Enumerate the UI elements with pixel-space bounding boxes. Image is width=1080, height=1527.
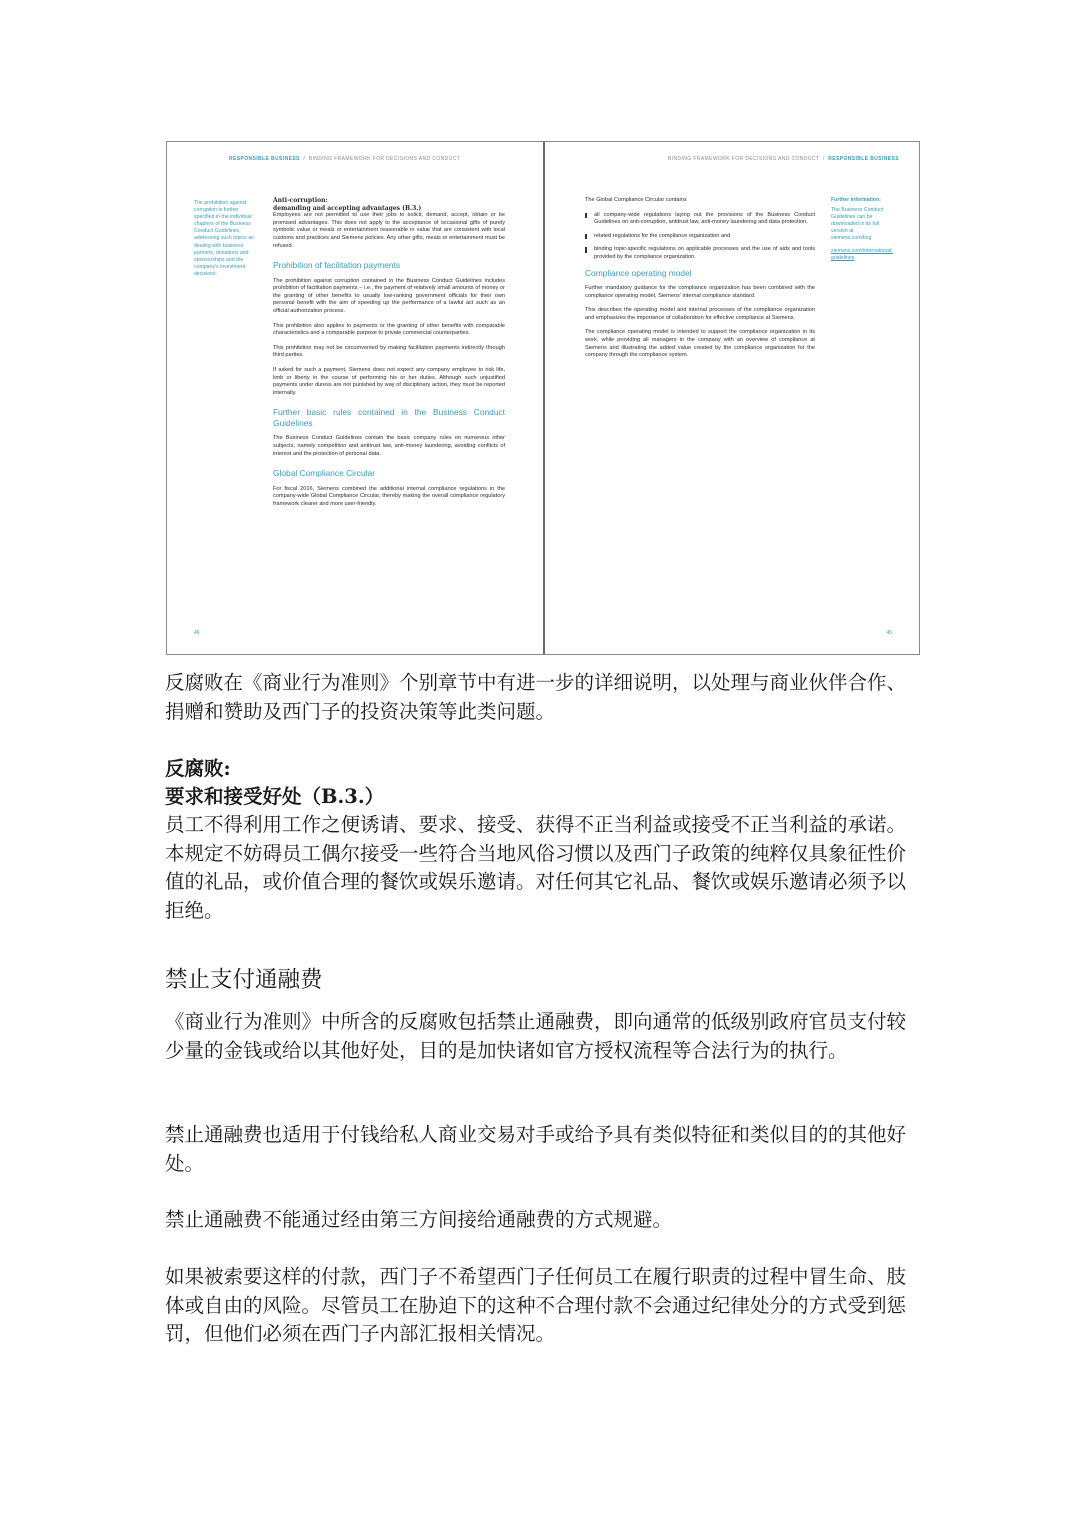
right-main-column bbox=[585, 197, 815, 367]
left-paragraph-4: If asked for such a payment, Siemens does not expect any company employee to risk life, limb or liberty in the course of performing his or her duties. Although such unjustified payments under duress are not punished by way of disciplinary action, they must be reported internally. bbox=[273, 367, 505, 396]
chinese-paragraph-3 bbox=[165, 1008, 925, 1065]
paragraph-text: 《商业行为准则》中所含的反腐败包括禁止通融费，即向通常的低级别政府官员支付较少量的金钱或给以其他好处，目的是加快诸如官方授权流程等合法行为的执行。 bbox=[165, 1010, 907, 1062]
paragraph-text: 员工不得利用工作之便诱请、要求、接受、获得不正当利益或接受不正当利益的承诺。本规定不妨碍员工偶尔接受一些符合当地风俗习惯以及西门子政策的纯粹仅具象征性价值的礼品，或价值合理的餐饮或娱乐邀请。对任何其它礼品、餐饮或娱乐邀请必须予以拒绝。 bbox=[165, 813, 907, 922]
chinese-paragraph-4 bbox=[165, 1121, 925, 1178]
left-intro: Employees are not permitted to use their jobs to solicit, demand, accept, obtain or be promised advantages. This does not apply to the acceptance of occasional gifts of purely symbolic value or meals or entertainment reasonable in value that are consistent with local customs and practices and Siemens policies. Any other gifts, meals or entertainment must be refused. bbox=[273, 212, 505, 249]
chinese-heading-2: 要求和接受好处（B.3.） bbox=[165, 785, 385, 808]
left-subheading-1: Prohibition of facilitation payments bbox=[273, 260, 401, 271]
paragraph-text: 禁止通融费也适用于付钱给私人商业交易对手或给予具有类似特征和类似目的的其他好处。 bbox=[165, 1123, 907, 1175]
right-page-number: 45 bbox=[886, 630, 892, 636]
right-sidenote-text: The Business Conduct Guidelines can be downloaded in its full version at siemens.com/bcg bbox=[831, 207, 884, 242]
left-paragraph-5: The Business Conduct Guidelines contain the basic company rules on numerous other subjects, namely competition and antitrust law, anti-money laundering, avoiding conflicts of interest and the protection of personal data. bbox=[273, 435, 505, 457]
chinese-paragraph-1 bbox=[165, 669, 925, 726]
paragraph-text: 反腐败在《商业行为准则》个别章节中有进一步的详细说明，以处理与商业伙伴合作、捐赠和赞助及西门子的投资决策等此类问题。 bbox=[165, 671, 907, 723]
chinese-paragraph-2 bbox=[165, 811, 925, 925]
left-paragraph-3: This prohibition may not be circumvented by making facilitation payments indirectly through third parties. bbox=[273, 344, 505, 359]
left-header-section: BINDING FRAMEWORK FOR DECISIONS AND CONDUCT bbox=[308, 156, 461, 162]
chinese-paragraph-6 bbox=[165, 1263, 925, 1349]
left-page bbox=[167, 142, 543, 654]
left-page-header: RESPONSIBLE BUSINESS / BINDING FRAMEWORK FOR DECISIONS AND CONDUCT bbox=[229, 156, 461, 162]
right-sidenote-link: siemens.com/international-guidelines bbox=[831, 247, 893, 261]
paragraph-text: 如果被索要这样的付款，西门子不希望西门子任何员工在履行职责的过程中冒生命、肢体或自由的风险。尽管员工在胁迫下的这种不合理付款不会通过纪律处分的方式受到惩罚，但他们必须在西门子内部汇报相关情况。 bbox=[165, 1265, 907, 1345]
right-bullet: binding topic-specific regulations on applicable processes and the use of aids and tools provided by the compliance organization. bbox=[585, 246, 815, 261]
left-main-column bbox=[273, 197, 505, 515]
right-page bbox=[545, 142, 919, 654]
right-paragraph-3: The compliance operating model is intended to support the compliance organization in its work, while providing all managers in the company with an overview of compliance at Siemens and illustrating the added value created by the compliance organization for the company through the compliance system. bbox=[585, 329, 815, 359]
right-bullet: all company-wide regulations laying out the provisions of the Business Conduct Guidelines on anti-corruption, antitrust law, anti-money laundering and data protection, bbox=[585, 212, 815, 227]
left-header-brand: RESPONSIBLE BUSINESS bbox=[229, 156, 300, 162]
left-heading-1: Anti-corruption: bbox=[273, 197, 328, 204]
left-paragraph-6: For fiscal 2016, Siemens combined the additional internal compliance regulations in the company-wide Global Compliance Circular, thereby making the overall compliance regulatory framework clearer and more user-friendly. bbox=[273, 485, 505, 507]
right-page-header: BINDING FRAMEWORK FOR DECISIONS AND CONDUCT / RESPONSIBLE BUSINESS bbox=[667, 156, 899, 162]
right-header-brand: RESPONSIBLE BUSINESS bbox=[828, 156, 899, 162]
right-header-section: BINDING FRAMEWORK FOR DECISIONS AND CONDUCT bbox=[667, 156, 820, 162]
left-paragraph-1: The prohibition against corruption contained in the Business Conduct Guidelines includes prohibition of facilitation payments – i.e., the payment of relatively small amounts of money or the granting of other benefits to usually low-ranking government officials for their own personal benefit with the aim of speeding up the performance of a lawful act such as an official authorization process. bbox=[273, 277, 505, 315]
paragraph-text: 禁止通融费不能通过经由第三方间接给通融费的方式规避。 bbox=[165, 1208, 673, 1231]
right-bullet: related regulations for the compliance organization and bbox=[585, 233, 815, 241]
left-page-number: 46 bbox=[194, 630, 200, 636]
left-subheading-3: Global Compliance Circular bbox=[273, 468, 375, 479]
chinese-paragraph-5 bbox=[165, 1206, 925, 1235]
right-paragraph-1: Further mandatory guidance for the compliance organization has been combined with the compliance operating model, Siemens' internal compliance standard. bbox=[585, 285, 815, 299]
right-sidenote-title: Further information: bbox=[831, 197, 881, 203]
right-paragraph-2: This describes the operating model and internal processes of the compliance organization and emphasizes the importance of collaboration for effective compliance at Siemens. bbox=[585, 307, 815, 321]
left-subheading-2: Further basic rules contained in the Business Conduct Guidelines bbox=[273, 407, 505, 428]
left-sidenote: The prohibition against corruption is further specified in the individual chapters of the Business Conduct Guidelines, addressing such topics as dealing with business partners, donations and sponsorships and the company's investment decisions. bbox=[194, 200, 254, 277]
left-paragraph-2: This prohibition also applies to payments or the granting of other benefits with comparable characteristics and a comparable purpose to private commercial counterparties. bbox=[273, 322, 505, 337]
right-intro: The Global Compliance Circular contains bbox=[585, 197, 687, 203]
chinese-heading-1: 反腐败: bbox=[165, 757, 231, 780]
left-heading-2: demanding and accepting advantages (B.3.) bbox=[273, 204, 422, 212]
chinese-heading-3: 禁止支付通融费 bbox=[165, 967, 323, 993]
document-spread-image bbox=[166, 141, 920, 655]
right-sidenote bbox=[831, 197, 893, 262]
right-subheading-1: Compliance operating model bbox=[585, 267, 692, 278]
